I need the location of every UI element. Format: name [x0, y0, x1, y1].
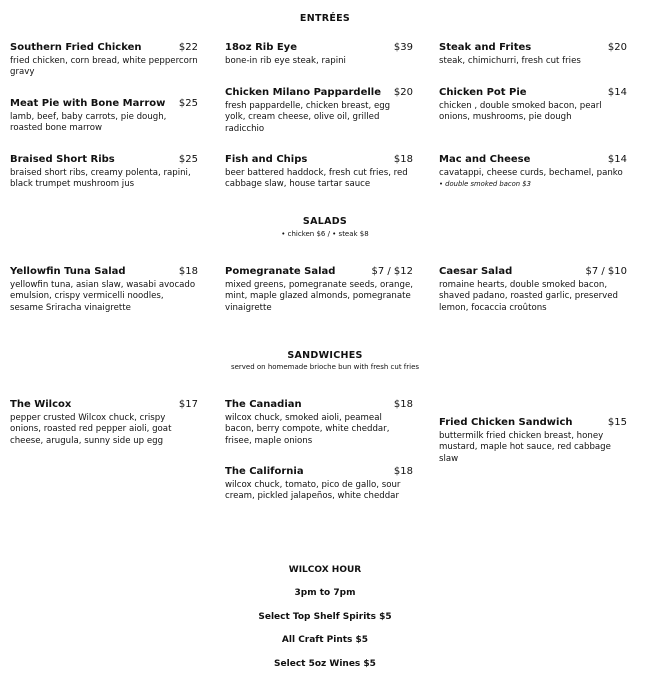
item-name: Caesar Salad	[439, 266, 513, 277]
menu-item	[10, 266, 198, 314]
section-note-salads: • chicken $6 / • steak $8	[281, 230, 369, 238]
item-description: romaine hearts, double smoked bacon, shaved padano, roasted garlic, preserved lemon, focaccia croûtons	[439, 280, 618, 313]
item-price: $22	[178, 42, 198, 53]
menu-item	[225, 266, 413, 314]
wilcox-hour-special: Select 5oz Wines $5	[274, 659, 376, 669]
wilcox-hour-time: 3pm to 7pm	[294, 588, 356, 598]
section-title-entrees: ENTRÉES	[299, 13, 351, 24]
item-name: Mac and Cheese	[439, 154, 531, 165]
menu-item	[225, 42, 413, 67]
section-title-sandwiches: SANDWICHES	[287, 350, 363, 361]
menu-item	[225, 399, 413, 447]
item-name: The California	[225, 466, 304, 477]
item-description: chicken , double smoked bacon, pearl onions, mushrooms, pie dough	[439, 101, 602, 123]
item-description: fresh pappardelle, chicken breast, egg yolk, cream cheese, olive oil, grilled radicchio	[225, 101, 391, 134]
menu-item	[439, 417, 627, 465]
item-price: $25	[178, 98, 198, 109]
item-price: $14	[607, 154, 627, 165]
item-name: 18oz Rib Eye	[225, 42, 297, 53]
item-price: $18	[393, 399, 413, 410]
item-price: $20	[393, 87, 413, 98]
item-addon-note: • double smoked bacon $3	[439, 180, 531, 189]
item-price: $18	[393, 154, 413, 165]
item-name: Chicken Milano Pappardelle	[225, 87, 381, 98]
item-description: pepper crusted Wilcox chuck, crispy onions, roasted red pepper aioli, goat cheese, arugula, sunny side up egg	[10, 413, 172, 446]
wilcox-hour-special: Select Top Shelf Spirits $5	[258, 612, 392, 622]
menu-item	[439, 154, 627, 188]
section-title-salads: SALADS	[302, 216, 348, 227]
item-price: $39	[393, 42, 413, 53]
item-description: wilcox chuck, tomato, pico de gallo, sour cream, pickled jalapeños, white cheddar	[225, 480, 401, 502]
item-description: yellowfin tuna, asian slaw, wasabi avocado emulsion, crispy vermicelli noodles, sesame Sriracha vinaigrette	[10, 280, 196, 313]
item-description: beer battered haddock, fresh cut fries, red cabbage slaw, house tartar sauce	[225, 168, 408, 190]
item-name: Fried Chicken Sandwich	[439, 417, 573, 428]
item-description: steak, chimichurri, fresh cut fries	[439, 56, 581, 66]
item-price: $25	[178, 154, 198, 165]
item-name: Chicken Pot Pie	[439, 87, 527, 98]
item-price: $7 / $10	[585, 266, 627, 277]
menu-item	[439, 266, 627, 314]
item-price: $18	[178, 266, 198, 277]
item-name: Braised Short Ribs	[10, 154, 115, 165]
item-name: The Canadian	[225, 399, 302, 410]
item-price: $17	[178, 399, 198, 410]
item-name: Southern Fried Chicken	[10, 42, 142, 53]
item-description: bone-in rib eye steak, rapini	[225, 56, 346, 66]
item-description: fried chicken, corn bread, white peppercorn gravy	[10, 56, 198, 78]
menu-item	[10, 399, 198, 447]
menu-item	[225, 87, 413, 135]
menu-item	[10, 154, 198, 191]
section-title-wilcox-hour: WILCOX HOUR	[288, 565, 362, 575]
menu-item	[225, 466, 413, 503]
menu-item	[439, 42, 627, 67]
section-note-sandwiches: served on homemade brioche bun with fresh cut fries	[230, 363, 420, 371]
item-price: $14	[607, 87, 627, 98]
item-description: mixed greens, pomegranate seeds, orange, mint, maple glazed almonds, pomegranate vinaigrette	[225, 280, 413, 313]
item-price: $20	[607, 42, 627, 53]
item-name: The Wilcox	[10, 399, 72, 410]
item-name: Pomegranate Salad	[225, 266, 336, 277]
wilcox-hour-special: All Craft Pints $5	[281, 635, 369, 645]
menu-item	[225, 154, 413, 191]
item-description: braised short ribs, creamy polenta, rapini, black trumpet mushroom jus	[10, 168, 191, 190]
item-description: lamb, beef, baby carrots, pie dough, roasted bone marrow	[10, 112, 167, 134]
item-price: $18	[393, 466, 413, 477]
menu-item	[439, 87, 627, 124]
item-name: Fish and Chips	[225, 154, 308, 165]
item-description: wilcox chuck, smoked aioli, peameal bacon, berry compote, white cheddar, frisee, maple onions	[225, 413, 390, 446]
item-price: $7 / $12	[371, 266, 413, 277]
item-description: cavatappi, cheese curds, bechamel, panko	[439, 168, 623, 178]
menu-item	[10, 42, 198, 79]
item-name: Steak and Frites	[439, 42, 532, 53]
item-price: $15	[607, 417, 627, 428]
item-name: Yellowfin Tuna Salad	[10, 266, 126, 277]
item-name: Meat Pie with Bone Marrow	[10, 98, 166, 109]
menu-item	[10, 98, 198, 135]
item-description: buttermilk fried chicken breast, honey mustard, maple hot sauce, red cabbage slaw	[439, 431, 611, 464]
